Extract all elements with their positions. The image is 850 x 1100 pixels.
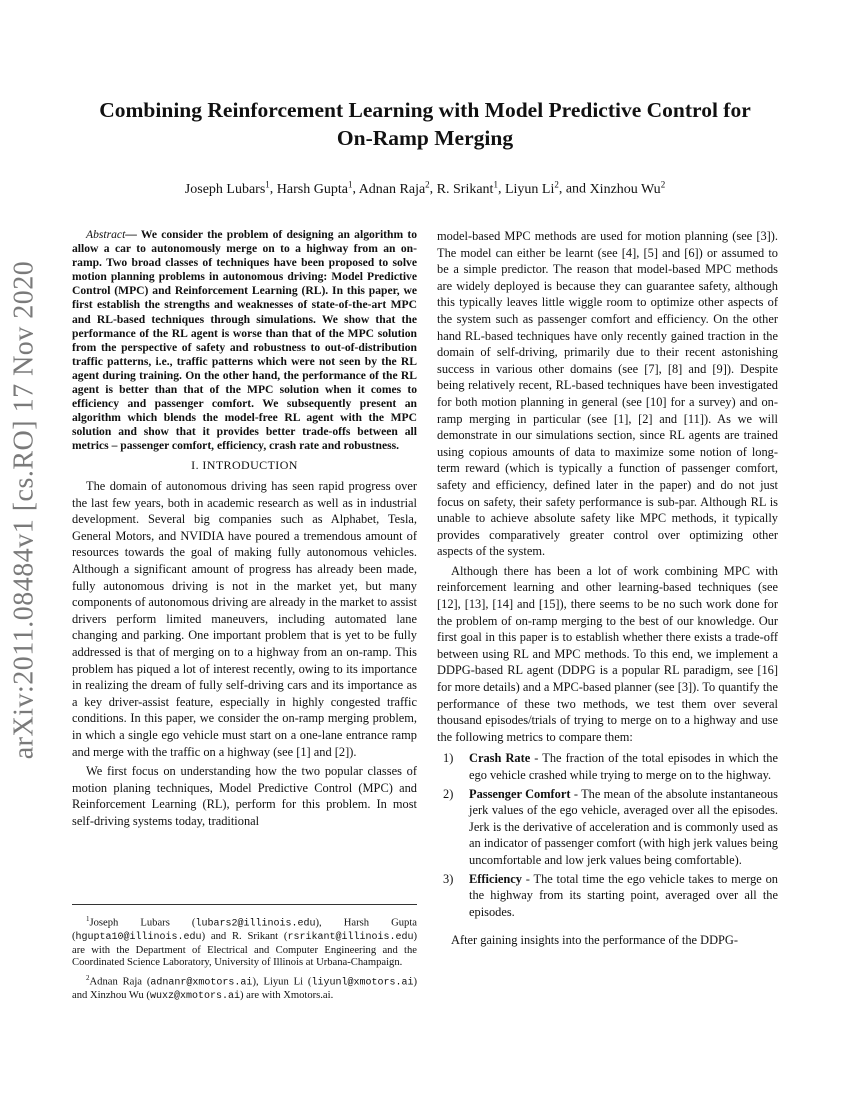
author — [589, 179, 666, 197]
email-link[interactable]: rsrikant@illinois.edu — [287, 932, 414, 944]
right-column — [437, 228, 778, 952]
author-name: Harsh Gupta — [276, 181, 348, 197]
email-link[interactable]: wuxz@xmotors.ai — [149, 991, 240, 1003]
author-affiliation-mark: 2 — [554, 179, 559, 189]
author-name: Adnan Raja — [358, 181, 426, 197]
author — [276, 179, 353, 197]
author-separator: , — [269, 181, 277, 197]
arxiv-identifier-text: arXiv:2011.08484v1 [cs.RO] 17 Nov 2020 — [8, 260, 39, 760]
body-paragraph: After gaining insights into the performance of the DDPG- — [451, 933, 738, 948]
footnote-text: Adnan Raja ( — [89, 976, 151, 988]
abstract-text: We consider the problem of designing an algorithm to allow a car to autonomously merge on to a highway from an on-ramp. Two broad classes of techniques have been proposed to solve motion planning problems in autonomous driving: Model Predictive Control (MPC) and Reinforcement Learning (RL). In this paper, we first establish the strengths and weaknesses of state-of-the-art MPC and RL-based techniques through simulations. We show that the performance of the RL agent is worse than that of the MPC solution from the perspective of safety and robustness to out-of-distribution traffic patterns, i.e., traffic patterns which were not seen by the RL agent during training. On the other hand, the performance of the RL agent is better than that of the MPC solution when it comes to efficiency and passenger comfort. We subsequently present an algorithm which blends the model-free RL agent with the MPC solution and show that it provides better trade-offs between all metrics – passenger comfort, efficiency, crash rate and robustness. — [72, 228, 417, 453]
email-link[interactable]: lubars2@illinois.edu — [195, 918, 316, 930]
metric-item — [437, 750, 778, 783]
body-paragraph: Although there has been a lot of work combining MPC with reinforcement learning and other learning-based techniques (see [12], [13], [14] and [15]), there seems to be no such work done for the problem of on-ramp merging to the best of our knowledge. Our first goal in this paper is to establish whether there exists a trade-off between using RL and MPC methods. To this end, we implement a DDPG-based RL agent (DDPG is a popular RL paradigm, see [16] for more details) and a MPC-based planner (see [3]). To quantify the performance of these two methods, we test them over several thousand episodes/trials of trying to merge on to a highway and use the following metrics to compare them: — [437, 563, 778, 744]
email-link[interactable]: adnanr@xmotors.ai — [150, 977, 253, 989]
metric-description: - The total time the ego vehicle takes to merge on the highway from its starting point, averaged over all the episodes. — [469, 871, 778, 919]
metric-item — [437, 786, 778, 869]
metric-number: 1) — [443, 751, 454, 766]
author-separator: , and — [558, 181, 590, 197]
footnote-mark: 2 — [86, 973, 90, 982]
footnote-text: ) and R. Srikant ( — [201, 931, 288, 943]
metric-term: Efficiency — [469, 871, 522, 886]
abstract — [72, 228, 417, 454]
author-affiliation-mark: 1 — [265, 179, 270, 189]
author — [436, 179, 498, 197]
author — [184, 179, 270, 197]
footnote-mark: 1 — [86, 915, 90, 923]
author-name: R. Srikant — [436, 181, 494, 197]
footnote-text: ) are with the Department of Electrical and Computer Engineering and the Coordinated Science Laboratory, University of Illinois at Urbana-Champaign. — [72, 931, 417, 969]
metric-number: 3) — [443, 871, 454, 886]
intro-paragraph-1: The domain of autonomous driving has seen rapid progress over the last few years, both in academic research as well as in industrial development. Several big companies such as Alphabet, Tesla, General Motors, and NVIDIA have poured a tremendous amount of resources towards the goal of making fully autonomous vehicles. Although a significant amount of progress has already been made, fully autonomous driving is not in the market yet, but many components of autonomous driving are already in the market to assist drivers perform limited maneuvers, including automated lane changing and parking. One important problem that is yet to be fully addressed is that of merging on to a highway from an on-ramp. This problem has piqued a lot of interest recently, owing to its importance in realizing the dream of fully self-driving cars and its importance as a key driver-assist feature, especially in highly congested traffic conditions. In this paper, we consider the on-ramp merging problem, in which a single ego vehicle must start on a one-lane entrance ramp and merge with the traffic on a highway (see [1] and [2]). — [72, 479, 417, 759]
author-name: Liyun Li — [504, 181, 555, 197]
author-list — [60, 175, 790, 199]
paper-title-line-2: On-Ramp Merging — [336, 126, 514, 150]
metric-description: - The fraction of the total episodes in which the ego vehicle crashed while trying to merge on to the highway. — [469, 751, 778, 782]
footnote-text: ) and Xinzhou Wu ( — [72, 976, 417, 1002]
email-link[interactable]: hgupta10@illinois.edu — [75, 932, 202, 944]
author — [504, 179, 559, 197]
author-affiliation-mark: 1 — [493, 179, 498, 189]
section-heading-introduction: I. INTRODUCTION — [191, 457, 298, 472]
metric-term: Passenger Comfort — [469, 786, 571, 801]
author — [358, 179, 430, 197]
metric-item — [437, 871, 778, 921]
footnote-text: ), Liyun Li ( — [252, 976, 312, 988]
paper-title-line-1: Combining Reinforcement Learning with Model Predictive Control for — [99, 98, 751, 122]
intro-paragraph-2: We first focus on understanding how the two popular classes of motion planing techniques, Model Predictive Control (MPC) and Reinforcement Learning (RL), perform for this problem. In most self-driving systems today, traditional — [72, 764, 417, 828]
metric-description: - The mean of the absolute instantaneous jerk values of the ego vehicle, averaged over all the episodes. Jerk is the derivative of acceleration and is commonly used as an indicator of passenger comfort (with high jerk values being uncomfortable and low jerk values being comfortable). — [469, 786, 778, 867]
abstract-label: Abstract — [86, 228, 126, 241]
arxiv-identifier-stamp — [4, 230, 44, 790]
author-affiliation-mark: 2 — [660, 179, 666, 189]
author-affiliation-mark: 2 — [425, 179, 430, 189]
author-name: Xinzhou Wu — [589, 181, 661, 197]
author-separator: , — [429, 181, 437, 197]
author-affiliation-mark: 1 — [347, 179, 353, 189]
metric-number: 2) — [443, 786, 454, 801]
paper-title — [60, 96, 790, 152]
footnotes — [72, 904, 417, 1006]
footnote-text: ) are with Xmotors.ai. — [239, 990, 334, 1002]
author-name: Joseph Lubars — [184, 181, 266, 197]
metrics-list — [437, 750, 778, 920]
footnote-2 — [72, 972, 417, 1004]
footnote-1 — [72, 913, 417, 970]
abstract-dash: — — [125, 228, 141, 241]
metric-term: Crash Rate — [469, 751, 531, 766]
email-link[interactable]: liyunl@xmotors.ai — [311, 977, 414, 989]
left-column — [72, 228, 417, 833]
footnote-text: Joseph Lubars ( — [89, 917, 196, 929]
footnote-text: ), Harsh Gupta ( — [72, 917, 417, 943]
author-separator: , — [497, 181, 505, 197]
author-separator: , — [352, 181, 359, 197]
body-paragraph: model-based MPC methods are used for motion planning (see [3]). The model can either be learnt (see [4], [5] and [6]) or assumed to be a simple predictor. The reason that model-based MPC methods are widely deployed is because they can guarantee safety, although this typically leaves little wiggle room to optimize other aspects of the system such as passenger comfort and efficiency. On the other hand RL-based techniques have only recently gained traction in the domain of self-driving, primarily due to their recent astonishing success in various other domains (see [7], [8] and [9]). Despite being relatively recent, RL-based techniques have been investigated for both motion planning in general (see [10] for a survey) and on-ramp merging in particular (see [1], [2] and [11]). As we will demonstrate in our simulations section, since RL agents are trained using copious amounts of data to maximize some notion of long-term reward (which is typically a function of passenger comfort, safety and efficiency, defined later in the paper) and do not just focus on safety, their safety performance is sub-par. Although RL is unable to achieve absolute safety like MPC methods, it typically provides comparatively greater control over optimizing other aspects of the system. — [437, 229, 778, 559]
